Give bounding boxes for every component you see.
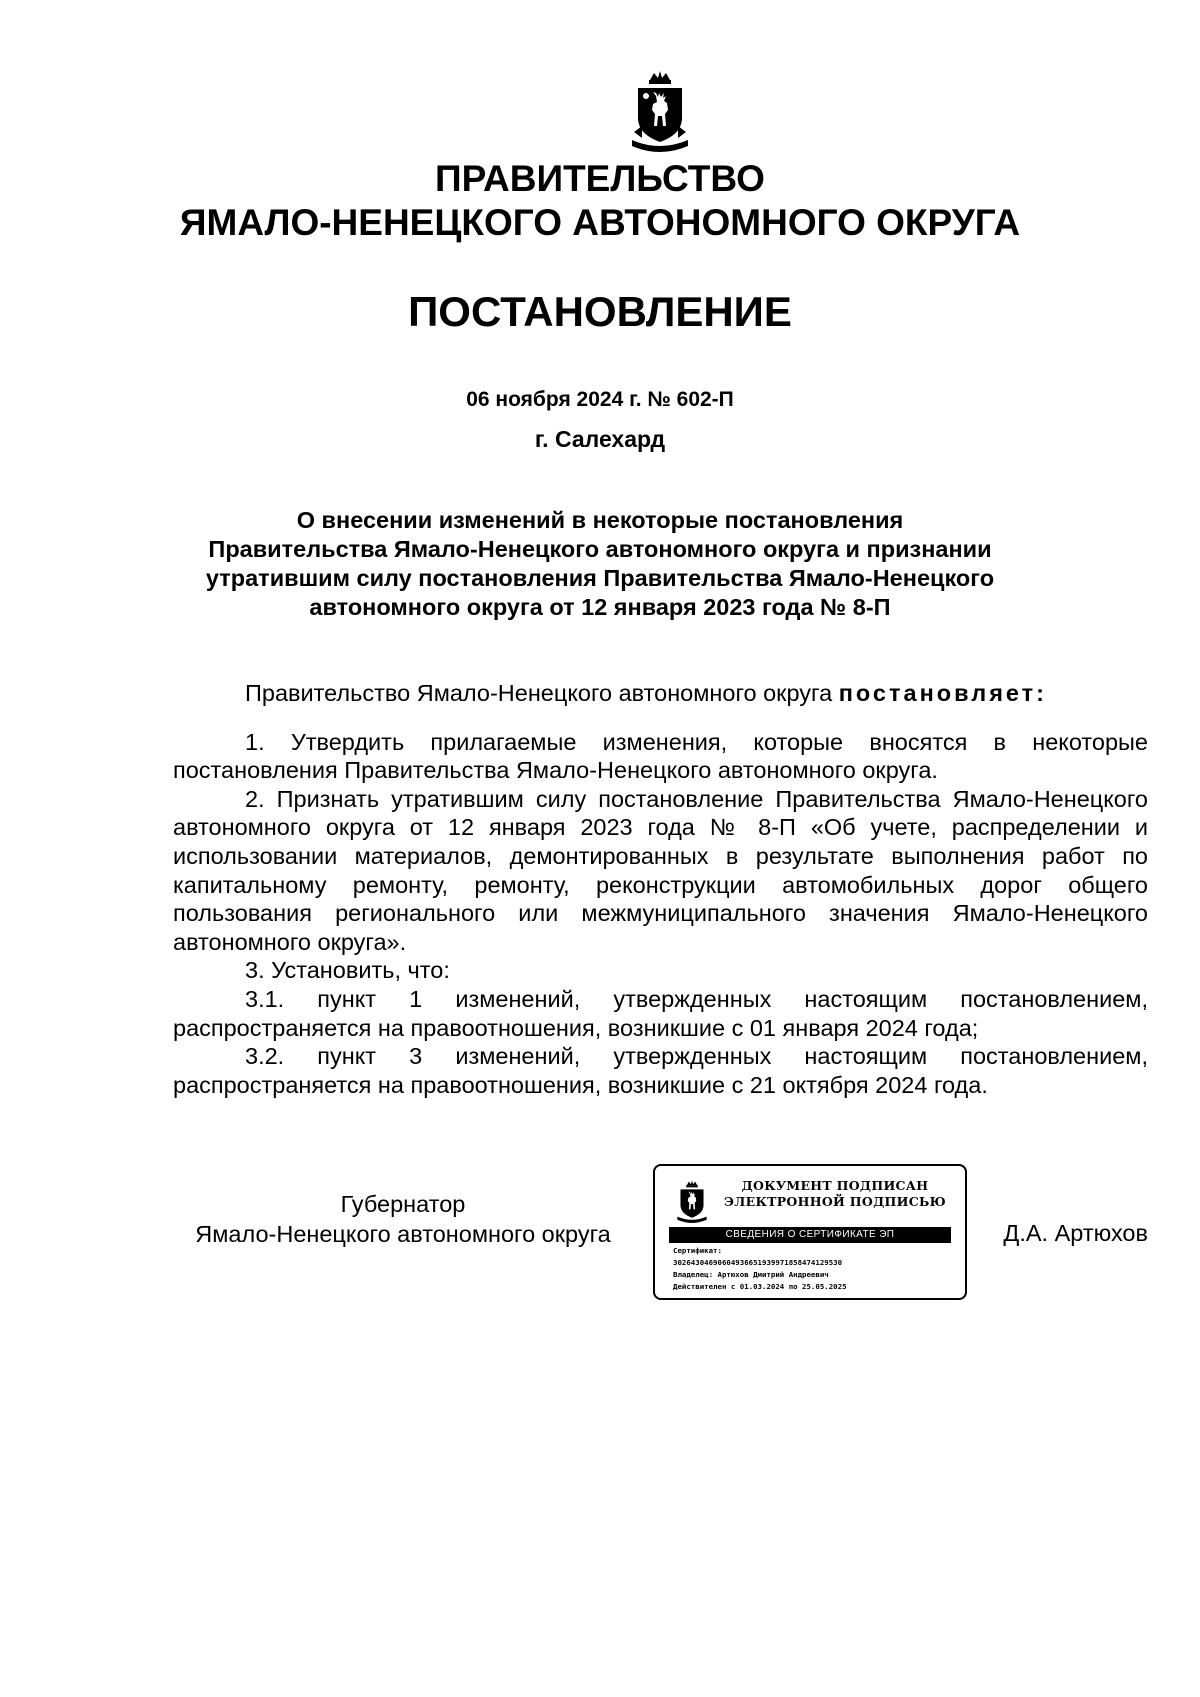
document-type: ПОСТАНОВЛЕНИЕ [408,288,792,335]
document-subject [160,506,1040,622]
stamp-certificate-bar: СВЕДЕНИЯ О СЕРТИФИКАТЕ ЭП [669,1227,951,1243]
stamp-certificate-details [673,1245,953,1293]
document-city: г. Салехард [534,426,666,452]
body-paragraph: 3.1. пункт 1 изменений, утвержденных настоящим постановлением, распространяется на правоотношения, возникшие с 01 января 2024 года; [173,985,1148,1041]
electronic-signature-stamp [653,1164,967,1300]
body-paragraph: 3.2. пункт 3 изменений, утвержденных настоящим постановлением, распространяется на правоотношения, возникшие с 21 октября 2024 года. [173,1043,1148,1098]
yamal-nenets-coat-of-arms-icon [628,70,692,154]
body-paragraph: 1. Утвердить прилагаемые изменения, которые вносятся в некоторые постановления Правительства Ямало-Ненецкого автономного округа. [173,728,1148,784]
preamble-verb: постановляет: [838,680,1047,706]
document-body [173,679,1148,1099]
preamble [173,679,1148,708]
yamal-nenets-coat-of-arms-icon [675,1180,709,1224]
subject-line: Правительства Ямало-Ненецкого автономного округа и признании [208,536,992,562]
stamp-cert-label: Сертификат: [673,1246,722,1255]
stamp-owner: Владелец: Артюхов Дмитрий Андреевич [673,1270,829,1279]
organization-name-line2: ЯМАЛО-НЕНЕЦКОГО АВТОНОМНОГО ОКРУГА [179,202,1021,243]
preamble-text: Правительство Ямало-Ненецкого автономного округа [245,680,839,706]
stamp-validity: Действителен с 01.03.2024 по 25.05.2025 [673,1282,847,1291]
stamp-heading-line2: ЭЛЕКТРОННОЙ ПОДПИСЬЮ [724,1194,946,1209]
stamp-cert-number: 30264304690604936651939971858474129530 [673,1258,843,1267]
body-paragraph: 3. Установить, что: [245,957,450,984]
signatory-name: Д.А. Артюхов [1003,1220,1148,1246]
signatory-title [173,1189,633,1249]
subject-line: О внесении изменений в некоторые постановления [296,507,904,533]
organization-name-line1: ПРАВИТЕЛЬСТВО [435,158,765,199]
signatory-title-line1: Губернатор [340,1191,466,1217]
stamp-heading [719,1178,951,1210]
signatory-title-line2: Ямало-Ненецкого автономного округа [195,1221,611,1247]
subject-line: утратившим силу постановления Правительства Ямало-Ненецкого [205,565,995,591]
body-paragraph: 2. Признать утратившим силу постановление Правительства Ямало-Ненецкого автономного округа от 12 января 2023 года № 8-П «Об учете, распределении и использовании материалов, демонтированных в результате выполнения работ по капитальному ремонту, ремонту, реконструкции автомобильных дорог общего пользования регионального или межмуниципального значения Ямало-Ненецкого автономного округа». [173,785,1148,955]
document-date-number: 06 ноября 2024 г. № 602-П [466,388,734,411]
stamp-heading-line1: ДОКУМЕНТ ПОДПИСАН [741,1178,929,1193]
subject-line: автономного округа от 12 января 2023 года № 8-П [309,594,891,620]
